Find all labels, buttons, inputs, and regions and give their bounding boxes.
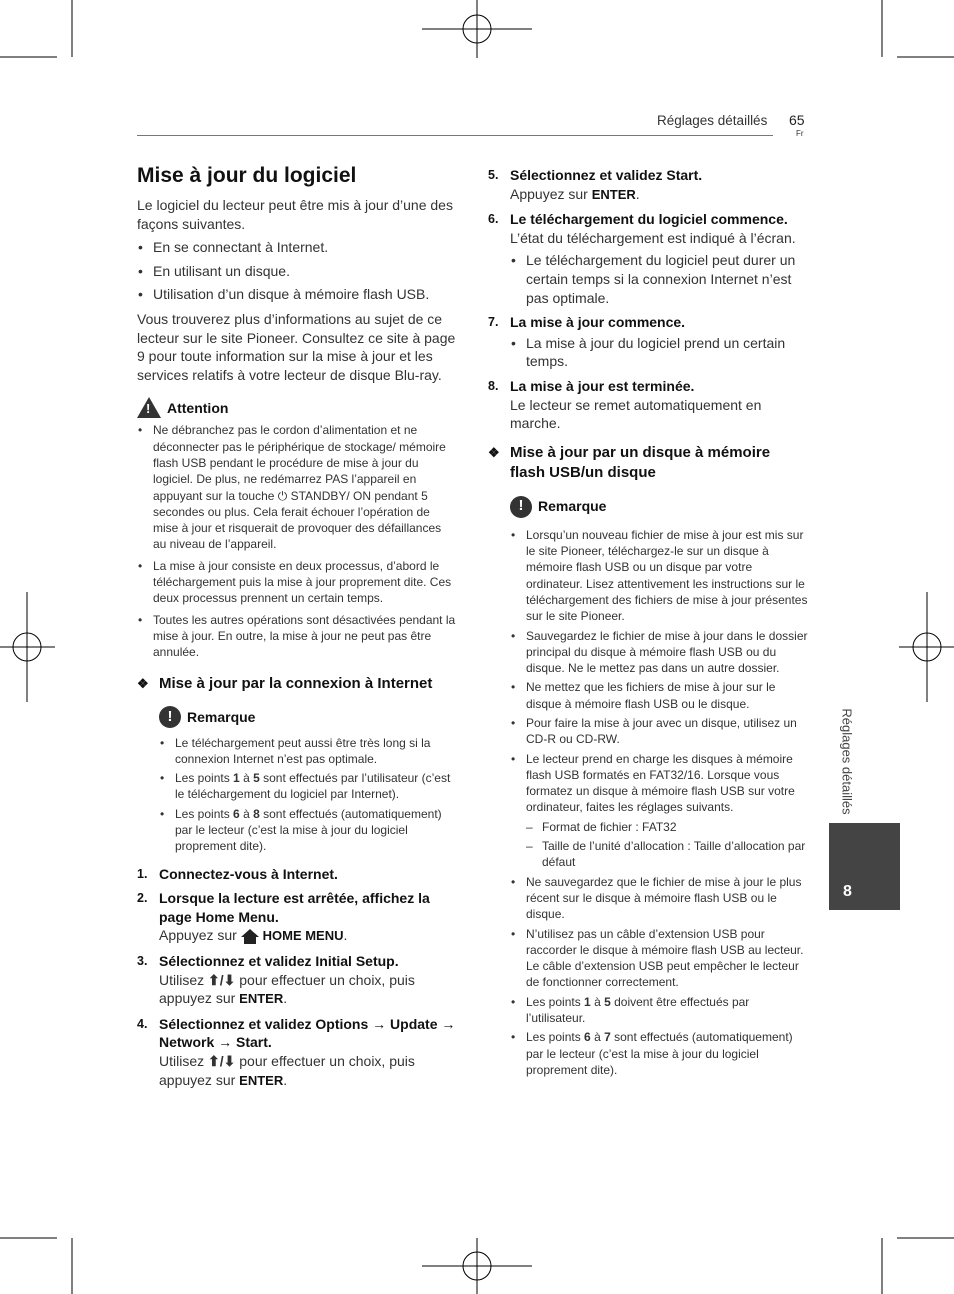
- diamond-icon: ❖: [137, 675, 149, 691]
- list-item: • Le téléchargement du logiciel peut durer un certain temps si la connexion Internet n’est pas optimale.: [510, 251, 808, 307]
- list-item: • N’utilisez pas un câble d’extension USB pour raccorder le disque à mémoire flash USB au lecteur. Le câble d’extension USB peut empêcher le lecteur de fonctionner correctement.: [510, 926, 808, 991]
- up-down-arrow-icon: ⬆/⬇: [208, 971, 236, 988]
- home-menu-key: HOME MENU: [262, 928, 344, 944]
- list-item: • La mise à jour consiste en deux processus, d’abord le téléchargement puis la mise à jour proprement dite. Ces deux processus prennent un certain temps.: [137, 558, 457, 607]
- internet-note-list: [159, 735, 457, 855]
- list-item: • Le téléchargement peut aussi être très long si la connexion Internet n’est pas optimale.: [159, 735, 457, 768]
- list-item: • Le lecteur prend en charge les disques à mémoire flash USB formatés en FAT32/16. Lorsque vous formatez un disque à mémoire flash USB sur votre ordinateur, faites les réglages suivants. – Format de fichier : FAT32 – Taille de l’unité d’allocation : Taille d’allocation par défaut: [510, 751, 808, 871]
- enter-key: ENTER: [591, 186, 636, 202]
- side-tab-label: Réglages détaillés: [839, 708, 855, 815]
- chapter-number: 8: [843, 883, 852, 900]
- attention-title: Attention: [167, 399, 229, 416]
- left-column: [137, 164, 457, 1090]
- info-paragraph: Vous trouverez plus d’informations au sujet de ce lecteur sur le site Pioneer. Consultez ce site à page 9 pour toute information sur la mise à jour et les services relatifs à votre lecteur de disque Blu-ray.: [137, 310, 456, 383]
- list-item: • Ne mettez que les fichiers de mise à jour sur le disque à mémoire flash USB ou le disque.: [510, 679, 808, 712]
- list-item: • Les points 6 à 7 sont effectués (automatiquement) par le lecteur (c’est la mise à jour du logiciel proprement dite).: [510, 1029, 808, 1078]
- note-heading: ! Remarque: [510, 496, 808, 518]
- exclamation-icon: !: [159, 706, 181, 728]
- language-code: Fr: [796, 129, 804, 138]
- attention-heading: [137, 397, 457, 418]
- list-item: • En utilisant un disque.: [137, 262, 457, 281]
- list-item: • Les points 6 à 8 sont effectués (automatiquement) par le lecteur (c’est la mise à jour du logiciel proprement dite).: [159, 806, 457, 855]
- exclamation-icon: !: [510, 496, 532, 518]
- step-8: 8. La mise à jour est terminée. Le lecteur se remet automatiquement en marche.: [488, 377, 762, 432]
- attention-list: [137, 422, 457, 660]
- enter-key: ENTER: [239, 1072, 284, 1088]
- list-item: – Taille de l’unité d’allocation : Taille d’allocation par défaut: [526, 838, 808, 871]
- enter-key: ENTER: [239, 991, 284, 1007]
- step-7: 7. La mise à jour commence. • La mise à jour du logiciel prend un certain temps.: [488, 313, 808, 371]
- usb-note: [488, 496, 808, 1079]
- usb-section-heading: ❖ Mise à jour par un disque à mémoire flash USB/un disque: [488, 443, 771, 481]
- step-5: 5. Sélectionnez et validez Start. Appuyez sur ENTER.: [488, 167, 703, 202]
- internet-section-heading: ❖ Mise à jour par la connexion à Internet: [137, 674, 433, 692]
- step-6: 6. Le téléchargement du logiciel commence. L’état du téléchargement est indiqué à l’écran. • Le téléchargement du logiciel peut durer un certain temps si la connexion Internet n’est pas optimale.: [488, 210, 808, 307]
- list-item: • Utilisation d’un disque à mémoire flash USB.: [137, 285, 457, 304]
- list-item: • Ne sauvegardez que le fichier de mise à jour le plus récent sur le disque à mémoire flash USB ou le disque.: [510, 874, 808, 923]
- header-section-title: Réglages détaillés: [657, 113, 768, 128]
- internet-steps: [137, 865, 457, 1091]
- warning-icon: !: [137, 397, 161, 418]
- list-item: • La mise à jour du logiciel prend un certain temps.: [510, 334, 808, 371]
- right-column: [488, 166, 808, 1078]
- intro-bullets: [137, 238, 457, 304]
- list-item: • Les points 1 à 5 doivent être effectués par l’utilisateur.: [510, 994, 808, 1027]
- up-down-arrow-icon: ⬆/⬇: [208, 1052, 236, 1069]
- step-3: 3. Sélectionnez et validez Initial Setup. Utilisez ⬆/⬇ pour effectuer un choix, puis appuyez sur ENTER.: [137, 952, 415, 1007]
- diamond-icon: ❖: [488, 444, 500, 460]
- step-4: 4. Sélectionnez et validez Options → Update → Network → Start. Utilisez ⬆/⬇ pour effectuer un choix, puis appuyez sur ENTER.: [137, 1015, 456, 1088]
- list-item: • En se connectant à Internet.: [137, 238, 457, 257]
- step-1: 1. Connectez-vous à Internet.: [137, 865, 338, 882]
- page-number: 65: [789, 112, 805, 128]
- list-item: • Les points 1 à 5 sont effectués par l’utilisateur (c’est le téléchargement du logiciel par Internet).: [159, 770, 457, 803]
- internet-note: [137, 706, 457, 855]
- home-icon: [241, 929, 259, 937]
- header-rule: [137, 135, 773, 136]
- step-2: 2. Lorsque la lecture est arrêtée, affichez la page Home Menu. Appuyez sur HOME MENU.: [137, 890, 430, 944]
- list-item: • Ne débranchez pas le cordon d’alimentation et ne déconnecter pas le périphérique de stockage/ mémoire flash USB pendant le procédure de mise à jour du logiciel. De plus, ne redémarrez PAS l’appareil en appuyant sur la touche ⏻ STANDBY/ ON pendant 5 secondes ou plus. Cela ferait échouer l’opération de mise à jour et risquerait de provoquer des défaillances au niveau de l’appareil.: [137, 422, 457, 552]
- list-item: • Toutes les autres opérations sont désactivées pendant la mise à jour. En outre, la mise à jour ne peut pas être annulée.: [137, 612, 457, 661]
- list-item: • Sauvegardez le fichier de mise à jour dans le dossier principal du disque à mémoire flash USB ou du disque. Ne le mettez pas dans un autre dossier.: [510, 628, 808, 677]
- chapter-tab: [829, 823, 900, 910]
- page-title: Mise à jour du logiciel: [137, 164, 357, 187]
- usb-note-list: [510, 527, 808, 1079]
- intro-text: Le logiciel du lecteur peut être mis à jour d’une des façons suivantes.: [137, 197, 453, 232]
- list-item: – Format de fichier : FAT32: [526, 819, 808, 835]
- list-item: • Lorsqu’un nouveau fichier de mise à jour est mis sur le site Pioneer, téléchargez-le sur un disque à mémoire flash USB ou un disque par votre ordinateur. Lisez attentivement les instructions sur le téléchargement des fichiers de mise à jour présentes sur le site Pioneer.: [510, 527, 808, 625]
- note-heading: ! Remarque: [159, 706, 457, 728]
- list-item: • Pour faire la mise à jour avec un disque, utilisez un CD-R ou CD-RW.: [510, 715, 808, 748]
